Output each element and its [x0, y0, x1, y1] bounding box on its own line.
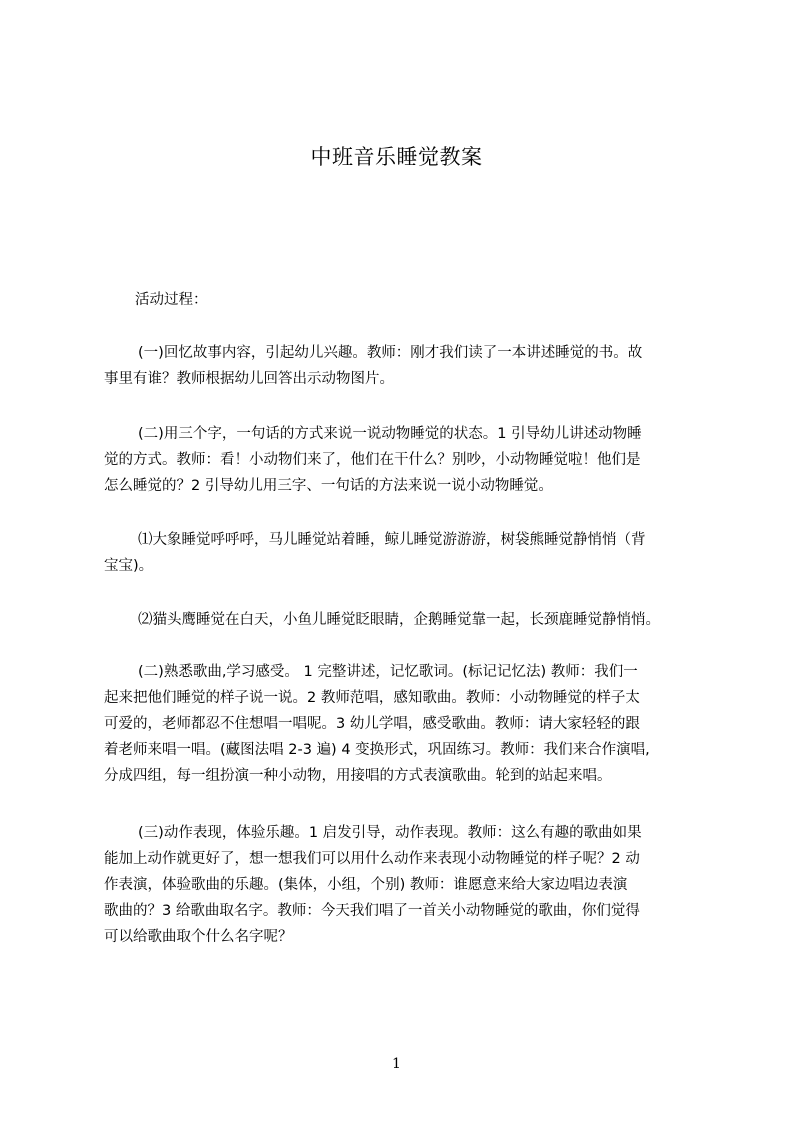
paragraph [104, 340, 714, 392]
paragraph-line: ⑴大象睡觉呼呼呼，马儿睡觉站着睡，鲸儿睡觉游游游，树袋熊睡觉静悄悄（背 [138, 532, 646, 548]
section-heading: 活动过程： [135, 292, 208, 308]
paragraph-line: 起来把他们睡觉的样子说一说。2 教师范唱，感知歌曲。教师：小动物睡觉的样子太 [104, 690, 640, 706]
paragraph-line: 可以给歌曲取个什么名字呢？ [104, 929, 293, 945]
paragraph-line: 宝宝)。 [104, 558, 154, 574]
paragraph-line: 能加上动作就更好了，想一想我们可以用什么动作来表现小动物睡觉的样子呢？2 动 [104, 851, 640, 867]
paragraph-line: (二)用三个字，一句话的方式来说一说动物睡觉的状态。1 引导幼儿讲述动物睡 [138, 426, 642, 442]
paragraph-line: 着老师来唱一唱。(藏图法唱 2-3 遍) 4 变换形式，巩固练习。教师：我们来合作演唱, [104, 742, 650, 758]
paragraph-line: ⑵猫头鹰睡觉在白天，小鱼儿睡觉眨眼睛，企鹅睡觉靠一起，长颈鹿睡觉静悄悄。 [138, 612, 660, 628]
paragraph [104, 659, 714, 789]
paragraph-line: 可爱的，老师都忍不住想唱一唱呢。3 幼儿学唱，感受歌曲。教师：请大家轻轻的跟 [104, 716, 640, 732]
paragraph [104, 527, 714, 579]
document-title: 中班音乐睡觉教案 [310, 145, 483, 169]
paragraph-line: 歌曲的？3 给歌曲取名字。教师：今天我们唱了一首关小动物睡觉的歌曲，你们觉得 [104, 903, 640, 919]
paragraph [104, 607, 714, 633]
paragraph-line: 作表演，体验歌曲的乐趣。(集体，小组，个别) 教师：谁愿意来给大家边唱边表演 [104, 877, 628, 893]
paragraph-line: (二)熟悉歌曲,学习感受。 1 完整讲述，记忆歌词。(标记记忆法) 教师：我们一 [138, 664, 638, 680]
page-number: 1 [392, 1056, 401, 1072]
paragraph [104, 820, 714, 950]
paragraph-line: 分成四组，每一组扮演一种小动物，用接唱的方式表演歌曲。轮到的站起来唱。 [104, 768, 612, 784]
paragraph-line: 觉的方式。教师：看！小动物们来了，他们在干什么？别吵，小动物睡觉啦！他们是 [104, 452, 641, 468]
paragraph-line: 怎么睡觉的？2 引导幼儿用三字、一句话的方法来说一说小动物睡觉。 [104, 478, 553, 494]
paragraph-line: 事里有谁？教师根据幼儿回答出示动物图片。 [104, 371, 394, 387]
paragraph-line: (一)回忆故事内容，引起幼儿兴趣。教师：刚才我们读了一本讲述睡觉的书。故 [138, 345, 643, 361]
paragraph-line: (三)动作表现，体验乐趣。1 启发引导，动作表现。教师：这么有趣的歌曲如果 [138, 825, 642, 841]
paragraph [104, 421, 714, 499]
